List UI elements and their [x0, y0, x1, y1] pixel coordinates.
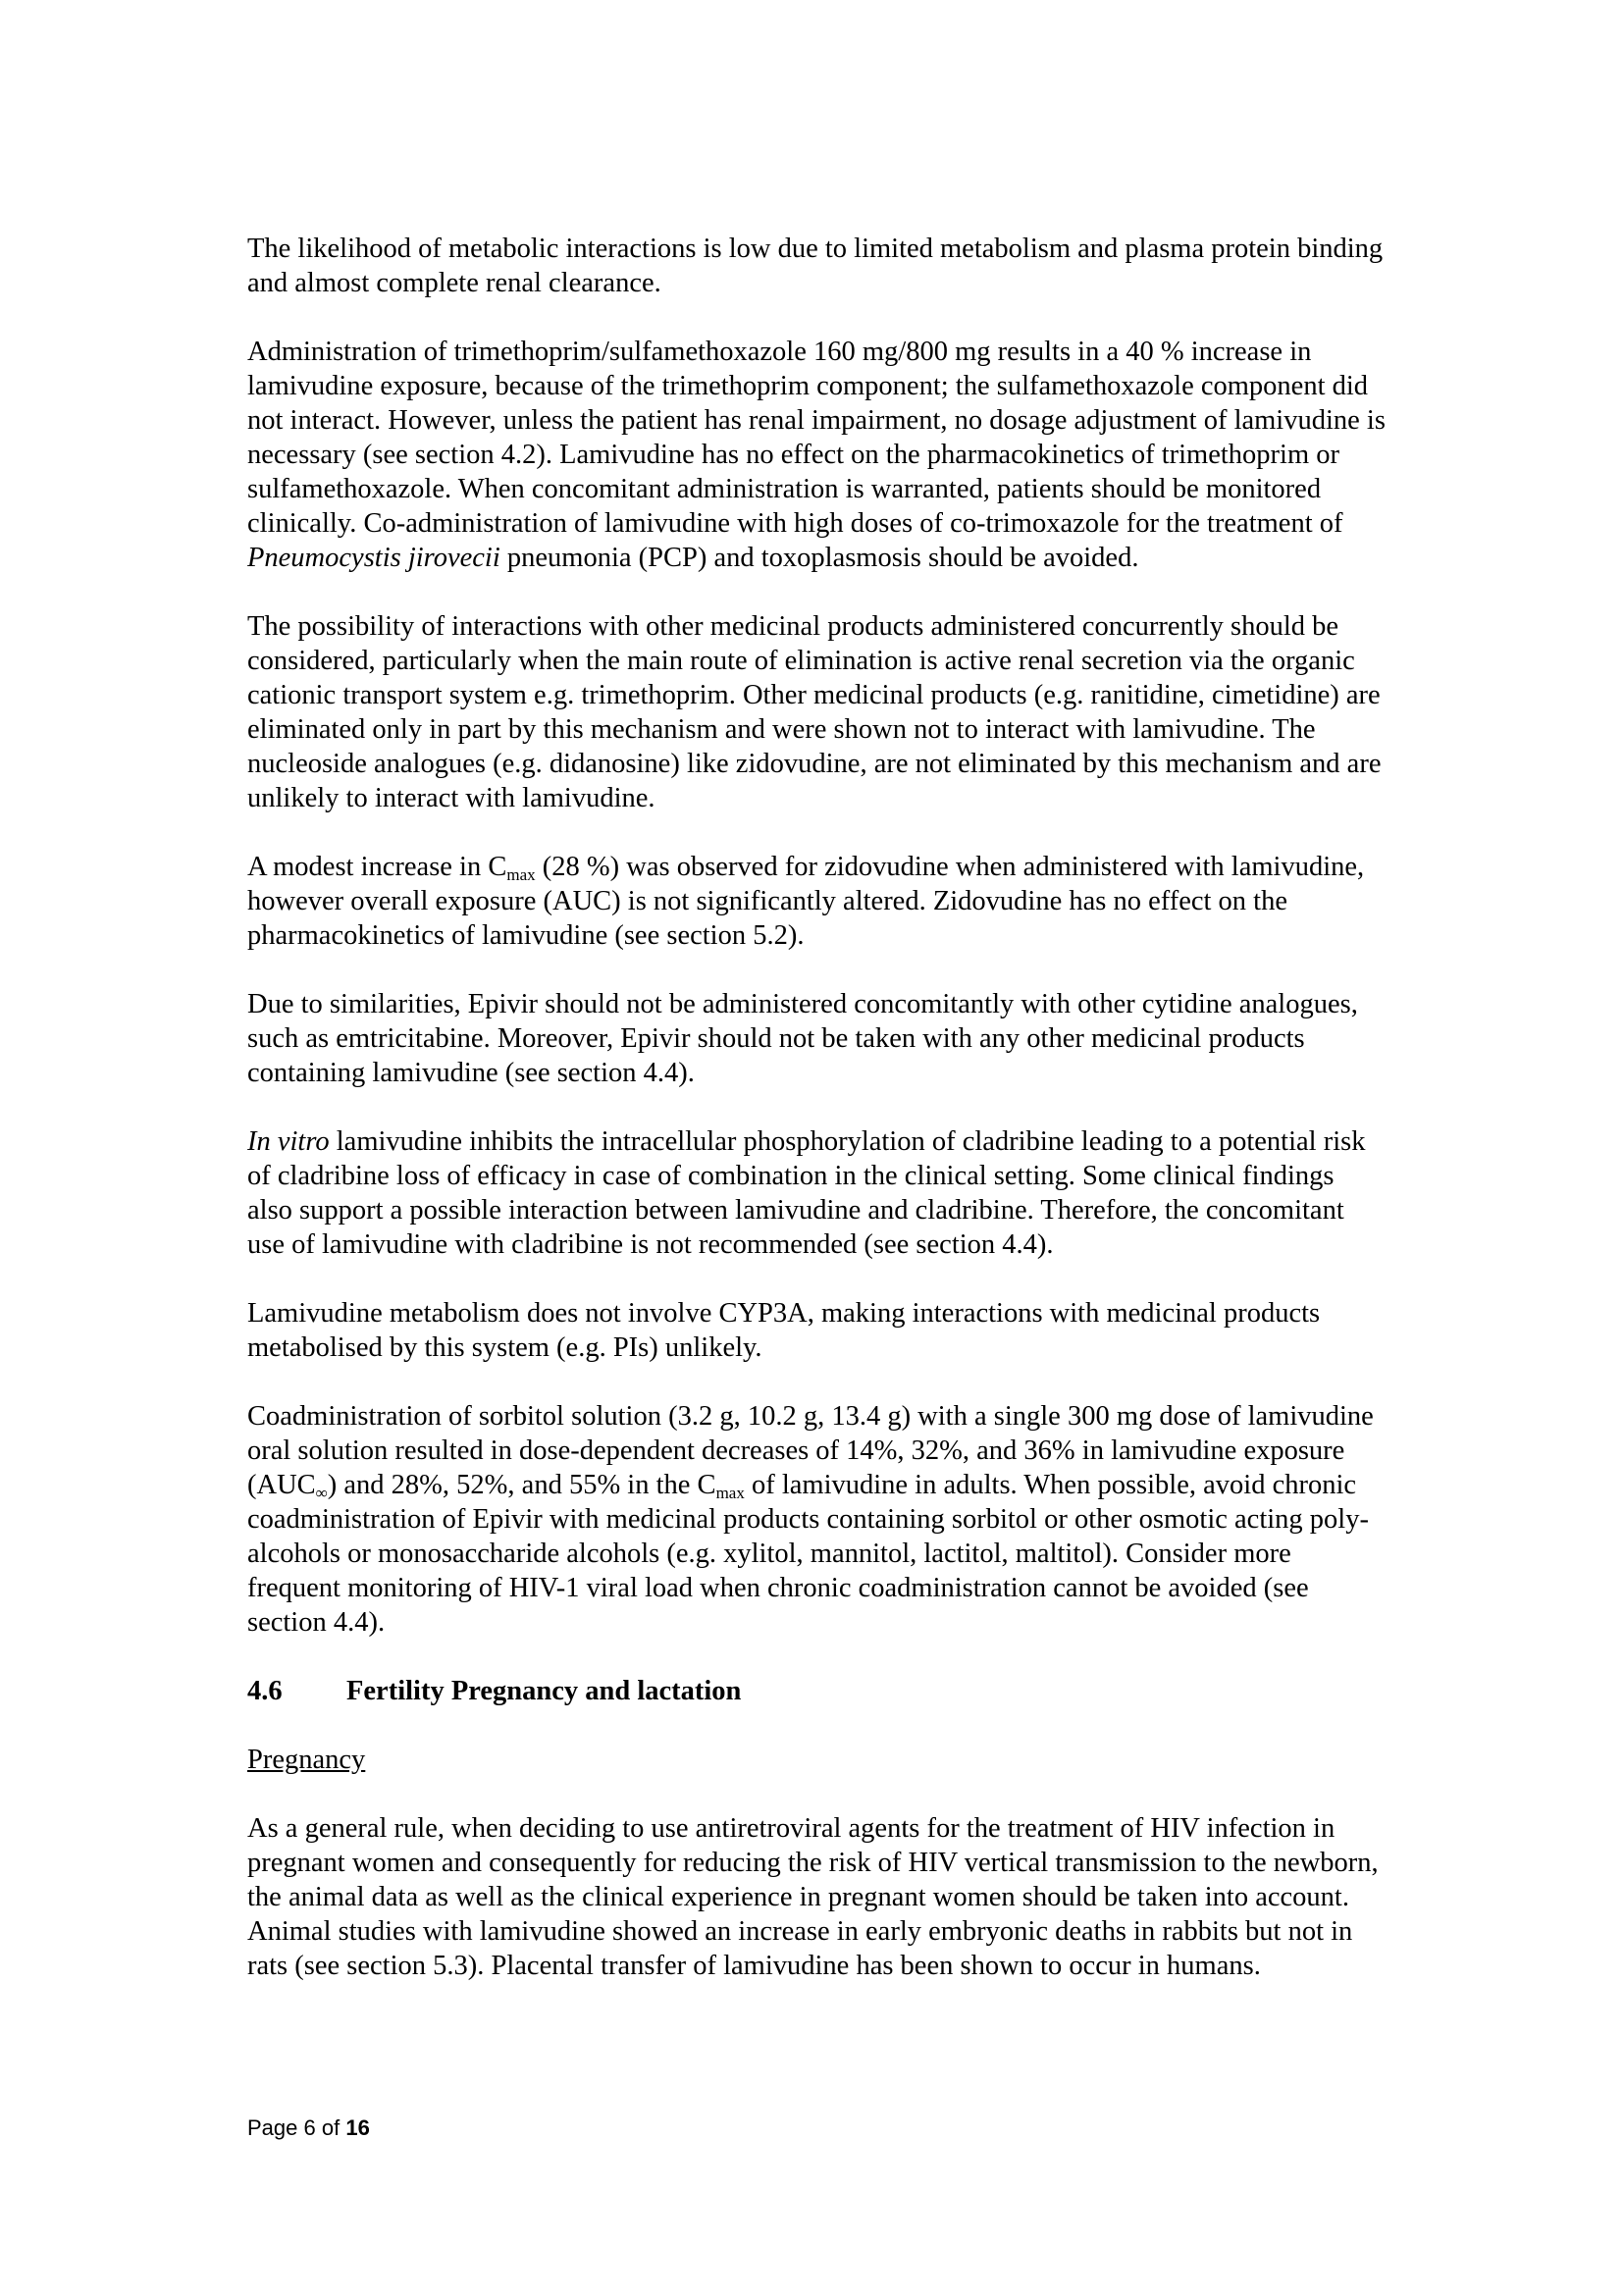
subscript: max	[506, 865, 536, 884]
footer-prefix: Page	[247, 2115, 304, 2140]
section-number: 4.6	[247, 1676, 283, 1706]
paragraph-text: Coadministration of sorbitol solution (3.2 g, 10.2 g, 13.4 g) with a single 300 mg dose of lamivudine oral solution resulted in dose-dependent decreases of 14%, 32%, and 36% in lamivudine exposure (AUC	[247, 1401, 1374, 1500]
paragraph-cyp3a: Lamivudine metabolism does not involve CYP3A, making interactions with medicinal products metabolised by this system (e.g. PIs) unlikely.	[247, 1298, 1321, 1363]
paragraph-sorbitol	[247, 1399, 1386, 1640]
section-title: Fertility Pregnancy and lactation	[346, 1676, 742, 1706]
footer-of: of	[315, 2115, 346, 2140]
paragraph-text: ) and 28%, 52%, and 55% in the C	[327, 1470, 716, 1500]
subsection-heading-pregnancy: Pregnancy	[247, 1745, 366, 1775]
section-heading	[247, 1674, 1386, 1708]
current-page: 6	[303, 2115, 316, 2140]
paragraph-text: A modest increase in C	[247, 852, 507, 882]
total-pages: 16	[345, 2115, 370, 2140]
paragraph-antiretroviral: As a general rule, when deciding to use antiretroviral agents for the treatment of HIV infection in pregnant women and consequently for reducing the risk of HIV vertical transmission to the newborn, the animal data as well as the clinical experience in pregnant women should be taken into account.	[247, 1813, 1379, 1912]
paragraph-zidovudine	[247, 850, 1386, 953]
subscript: ∞	[315, 1484, 328, 1502]
paragraph-concurrent-products: The possibility of interactions with other medicinal products administered concurrently should be considered, particularly when the main route of elimination is active renal secretion via the organic cationic transport system e.g. trimethoprim. Other medicinal products (e.g. ranitidine, cimetidine) are eliminated only in part by this mechanism and were shown not to interact with lamivudine. The nucleoside analogues (e.g. didanosine) like zidovudine, are not eliminated by this mechanism and are unlikely to interact with lamivudine.	[247, 611, 1382, 813]
document-body	[247, 232, 1386, 1983]
paragraph-text: of lamivudine in adults. When possible, avoid chronic coadministration of Epivir with medicinal products containing sorbitol or other osmotic acting poly-alcohols or monosaccharide alcohols (e.g. xylitol, mannitol, lactitol, maltitol). Consider more frequent monitoring of HIV-1 viral load when chronic coadministration cannot be avoided (see section 4.4).	[247, 1470, 1369, 1638]
page-number-footer	[247, 2115, 370, 2141]
paragraph-text: (28 %) was observed for zidovudine when administered with lamivudine, however overall exposure (AUC) is not significantly altered. Zidovudine has no effect on the pharmacokinetics of lamivudine (see section 5.2).	[247, 852, 1365, 951]
paragraph-cladribine	[247, 1124, 1386, 1262]
paragraph-cytidine-analogues: Due to similarities, Epivir should not be administered concomitantly with other cytidine analogues, such as emtricitabine. Moreover, Epivir should not be taken with any other medicinal products containing lamivudine (see section 4.4).	[247, 989, 1358, 1088]
subscript: max	[715, 1484, 745, 1502]
paragraph-metabolic-interactions: The likelihood of metabolic interactions is low due to limited metabolism and plasma protein binding and almost complete renal clearance.	[247, 234, 1384, 298]
paragraph-trimethoprim	[247, 335, 1386, 575]
paragraph-text: Administration of trimethoprim/sulfamethoxazole 160 mg/800 mg results in a 40 % increase in lamivudine exposure, because of the trimethoprim component; the sulfamethoxazole component did not interact. However, unless the patient has renal impairment, no dosage adjustment of lamivudine is necessary (see section 4.2). Lamivudine has no effect on the pharmacokinetics of trimethoprim or sulfamethoxazole. When concomitant administration is warranted, patients should be monitored clinically. Co-administration of lamivudine with high doses of co-trimoxazole for the treatment of	[247, 337, 1386, 539]
italic-term: In vitro	[247, 1126, 330, 1157]
paragraph-animal-studies: Animal studies with lamivudine showed an increase in early embryonic deaths in rabbits but not in rats (see section 5.3). Placental transfer of lamivudine has been shown to occur in humans.	[247, 1916, 1353, 1981]
paragraph-text: pneumonia (PCP) and toxoplasmosis should be avoided.	[499, 543, 1139, 573]
paragraph-text: lamivudine inhibits the intracellular phosphorylation of cladribine leading to a potential risk of cladribine loss of efficacy in case of combination in the clinical setting. Some clinical findings also support a possible interaction between lamivudine and cladribine. Therefore, the concomitant use of lamivudine with cladribine is not recommended (see section 4.4).	[247, 1126, 1366, 1260]
organism-name: Pneumocystis jirovecii	[247, 543, 500, 573]
